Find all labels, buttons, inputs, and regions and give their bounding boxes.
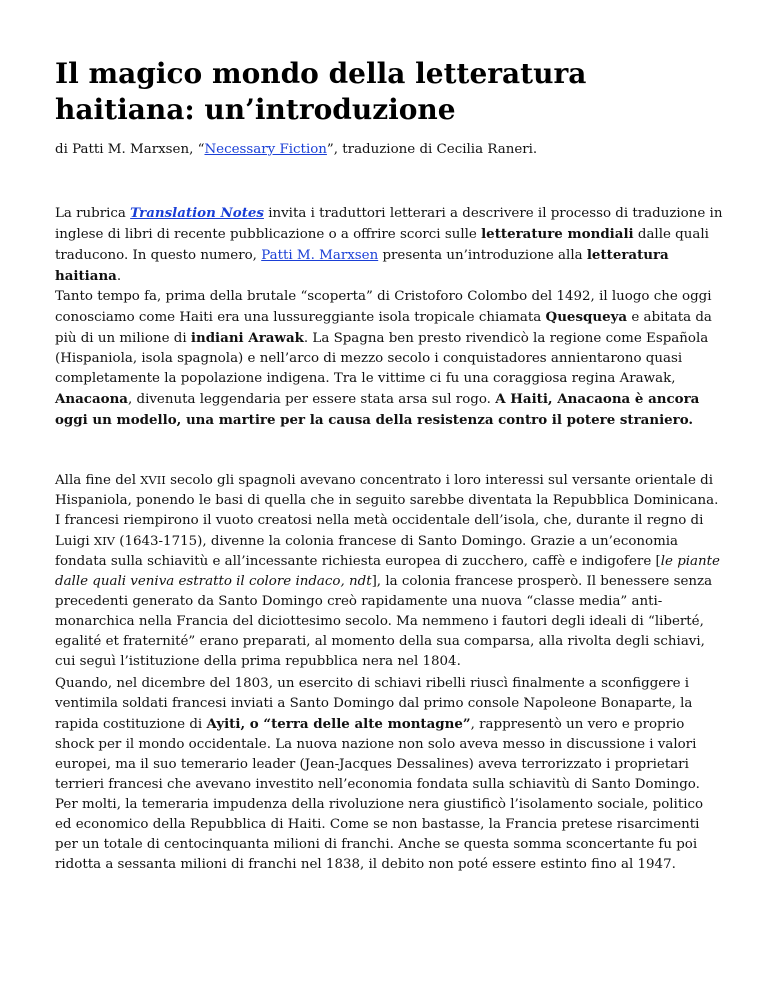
bold-text: letteratura haitiana [55,247,669,284]
century-numeral: XVII [140,473,166,487]
text: presenta un’introduzione alla [378,248,587,263]
text: e abitata da più di un milione di [55,310,712,346]
page-title: Il magico mondo della letteratura haitiana: un’introduzione [55,57,587,126]
text: . La Spagna ben presto rivendicò la regione come Española (Hispaniola, isola spagnola) e nell’arco di mezzo secolo i conquistadores annientarono quasi completamente la popolazione indigena. Tra le vittime ci fu una coraggiosa regina Arawak, [55,331,709,386]
intro-paragraph [55,203,723,287]
bold-text: A Haiti, Anacaona è ancora oggi un modello, una martire per la causa della resistenza contro il potere straniero. [55,391,700,428]
bold-text: Quesqueya [545,309,628,325]
text: La rubrica [55,206,131,221]
necessary-fiction-link[interactable]: Necessary Fiction [204,142,327,157]
paragraph-3 [55,674,723,875]
text: invita i traduttori letterari a descrivere il processo di traduzione in inglese di libri di recente pubblicazione o a offrire scorci sulle [55,206,723,242]
byline [55,140,723,160]
bold-text: indiani Arawak [190,330,304,346]
byline-prefix: di Patti M. Marxsen, “ [55,142,205,157]
text: , rappresentò un vero e proprio shock per il mondo occidentale. La nuova nazione non solo aveva messo in discussione i valori europei, ma il suo temerario leader (Jean-Jacques Dessalines) aveva terrorizzato i proprietari terrieri francesi che avevano investito nell’economia fondata sulla schiavitù di Santo Domingo. Per molti, la temeraria impudenza della rivoluzione nera giustificò l’isolamento sociale, politico ed economico della Repubblica di Haiti. Come se non bastasse, la Francia pretese risarcimenti per un totale di centocinquanta milioni di franchi. Anche se questa somma sconcertante fu poi ridotta a sessanta milioni di franchi nel 1838, il debito non poté essere estinto fino al 1947. [55,717,704,872]
paragraph-1 [55,287,723,431]
byline-suffix: ”, traduzione di Cecilia Raneri. [326,142,538,157]
bold-text: Ayiti, o “terra delle alte montagne” [206,716,471,732]
text: (1643-1715), divenne la colonia francese di Santo Domingo. Grazie a un’economia fondata sulla schiavitù e all’incessante richiesta europea di zucchero, caffè e indigofere [ [55,534,679,569]
text: Tanto tempo fa, prima della brutale “scoperta” di Cristoforo Colombo del 1492, il luogo che oggi conosciamo come Haiti era una lussureggiante isola tropicale chiamata [55,289,712,325]
text: . [116,269,122,284]
text: Alla fine del [55,473,141,488]
paragraph-2 [55,470,723,672]
text: ], la colonia francese prosperò. Il benessere senza precedenti generato da Santo Domingo creò rapidamente una nuova “classe media” anti-monarchica nella Francia del diciottesimo secolo. Ma nemmeno i fautori degli ideali di “liberté, egalité et fraternité” erano preparati, al momento della sua comparsa, alla rivolta degli schiavi, cui seguì l’istituzione della prima repubblica nera nel 1804. [55,574,713,669]
king-numeral: XIV [93,534,115,548]
translation-notes-link[interactable]: Translation Notes [130,205,264,221]
italic-note: le piante dalle quali veniva estratto il colore indaco, ndt [55,554,720,589]
bold-text: Anacaona [55,391,128,407]
bold-text: letterature mondiali [481,226,634,242]
text: Quando, nel dicembre del 1803, un esercito di schiavi ribelli riuscì finalmente a sconfiggere i ventimila soldati francesi inviati a Santo Domingo dal primo console Napoleone Bonaparte, la rapida costituzione di [55,676,693,732]
text: , divenuta leggendaria per essere stata arsa sul rogo. [127,392,496,407]
text: dalle quali traducono. In questo numero, [55,227,709,263]
author-link[interactable]: Patti M. Marxsen [261,248,379,263]
text: secolo gli spagnoli avevano concentrato i loro interessi sul versante orientale di Hispaniola, ponendo le basi di quella che in seguito sarebbe diventata la Repubblica Dominicana. I francesi riempirono il vuoto creatosi nella metà occidentale dell’isola, che, durante il regno di Luigi [55,473,719,549]
